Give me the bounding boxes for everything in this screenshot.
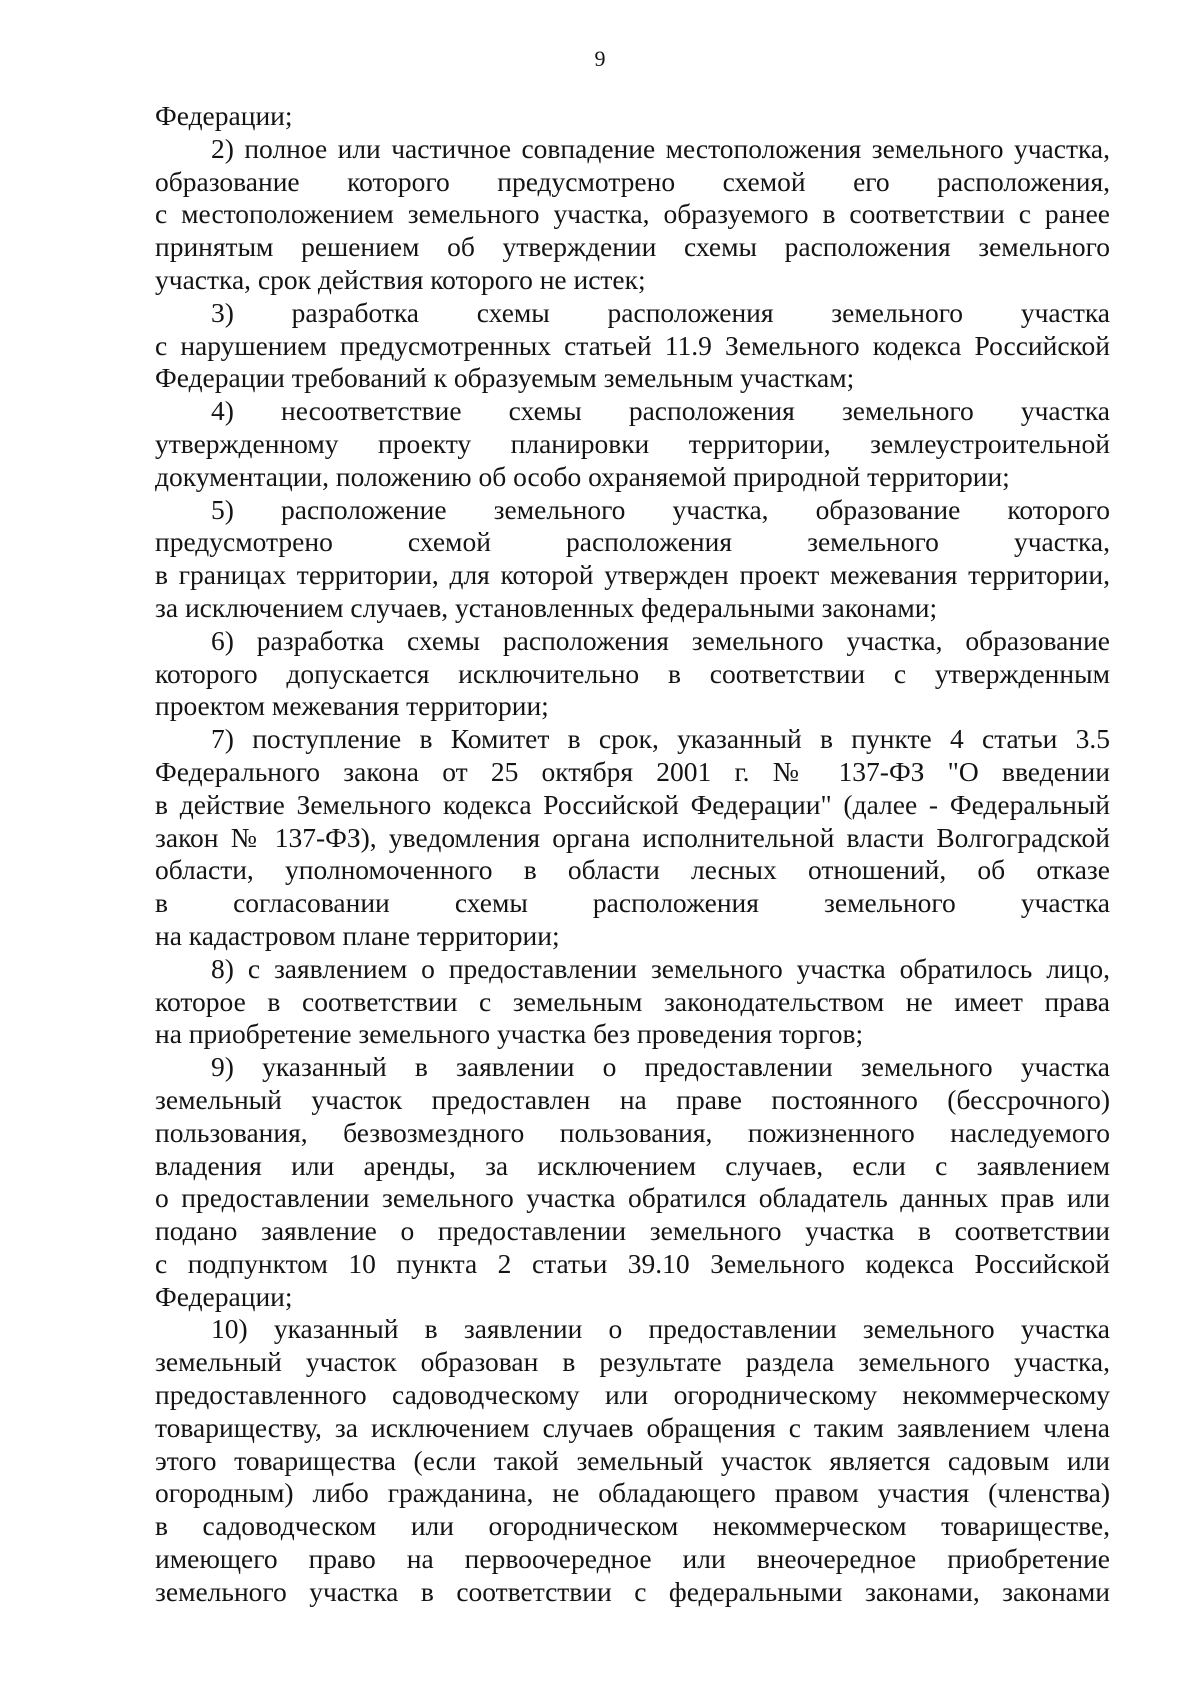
text-line: огородным) либо гражданина, не обладающего правом участия (членства) xyxy=(155,1477,1110,1509)
text-line: Федерации; xyxy=(155,100,293,131)
text-line: на кадастровом плане территории; xyxy=(155,919,560,951)
text-line: 6) разработка схемы расположения земельного участка, образование xyxy=(211,624,1110,656)
document-body xyxy=(155,100,1110,1609)
text-line: принятым решением об утверждении схемы расположения земельного xyxy=(155,231,1110,263)
text-line: с местоположением земельного участка, образуемого в соответствии с ранее xyxy=(155,198,1110,230)
text-line: 2) полное или частичное совпадение местоположения земельного участка, xyxy=(211,132,1110,164)
page-number: 9 xyxy=(594,46,606,71)
text-line: подано заявление о предоставлении земельного участка в соответствии xyxy=(155,1215,1110,1247)
text-line: имеющего право на первоочередное или внеочередное приобретение xyxy=(155,1543,1110,1575)
text-line: 9) указанный в заявлении о предоставлении земельного участка xyxy=(211,1051,1110,1083)
text-line: проектом межевания территории; xyxy=(155,690,549,722)
text-line: в садоводческом или огородническом некоммерческом товариществе, xyxy=(155,1510,1110,1542)
text-line: в действие Земельного кодекса Российской Федерации" (далее - Федеральный xyxy=(155,788,1110,820)
text-line: 10) указанный в заявлении о предоставлении земельного участка xyxy=(211,1313,1110,1345)
text-line: 5) расположение земельного участка, образование которого xyxy=(211,493,1110,525)
text-line: о предоставлении земельного участка обратился обладатель данных прав или xyxy=(155,1182,1110,1214)
text-line: участка, срок действия которого не истек; xyxy=(155,263,646,295)
text-line: образование которого предусмотрено схемой его расположения, xyxy=(155,165,1110,197)
text-line: с нарушением предусмотренных статьей 11.9 Земельного кодекса Российской xyxy=(155,329,1110,361)
text-line: за исключением случаев, установленных федеральными законами; xyxy=(155,591,938,623)
text-line: в согласовании схемы расположения земельного участка xyxy=(155,887,1110,919)
text-line: Федерации; xyxy=(155,1280,293,1312)
text-line: которого допускается исключительно в соответствии с утвержденным xyxy=(155,657,1110,689)
text-line: документации, положению об особо охраняемой природной территории; xyxy=(155,460,1010,492)
text-line: на приобретение земельного участка без проведения торгов; xyxy=(155,1018,864,1050)
text-line: земельный участок предоставлен на праве постоянного (бессрочного) xyxy=(155,1083,1110,1115)
text-line: области, уполномоченного в области лесных отношений, об отказе xyxy=(155,854,1110,886)
text-line: которое в соответствии с земельным законодательством не имеет права xyxy=(155,985,1110,1017)
text-line: товариществу, за исключением случаев обращения с таким заявлением члена xyxy=(155,1411,1110,1443)
text-line: предоставленного садоводческому или огородническому некоммерческому xyxy=(155,1379,1110,1411)
text-line: 3) разработка схемы расположения земельного участка xyxy=(211,296,1110,328)
text-line: земельный участок образован в результате раздела земельного участка, xyxy=(155,1346,1110,1378)
text-line: 8) с заявлением о предоставлении земельного участка обратилось лицо, xyxy=(211,952,1110,984)
text-line: пользования, безвозмездного пользования, пожизненного наследуемого xyxy=(155,1116,1110,1148)
text-line: владения или аренды, за исключением случаев, если с заявлением xyxy=(155,1149,1110,1181)
text-line: Федерального закона от 25 октября 2001 г. № 137-ФЗ "О введении xyxy=(155,755,1110,787)
text-line: в границах территории, для которой утвержден проект межевания территории, xyxy=(155,559,1110,591)
text-line: 4) несоответствие схемы расположения земельного участка xyxy=(211,395,1110,427)
text-line: Федерации требований к образуемым земельным участкам; xyxy=(155,362,855,394)
text-line: предусмотрено схемой расположения земельного участка, xyxy=(155,526,1110,558)
text-line: с подпунктом 10 пункта 2 статьи 39.10 Земельного кодекса Российской xyxy=(155,1247,1110,1279)
text-line: этого товарищества (если такой земельный участок является садовым или xyxy=(155,1444,1110,1476)
text-line: 7) поступление в Комитет в срок, указанный в пункте 4 статьи 3.5 xyxy=(211,723,1110,755)
text-line: закон № 137-ФЗ), уведомления органа исполнительной власти Волгоградской xyxy=(155,821,1110,853)
text-line: земельного участка в соответствии с федеральными законами, законами xyxy=(155,1575,1110,1607)
text-line: утвержденному проекту планировки территории, землеустроительной xyxy=(155,427,1110,459)
